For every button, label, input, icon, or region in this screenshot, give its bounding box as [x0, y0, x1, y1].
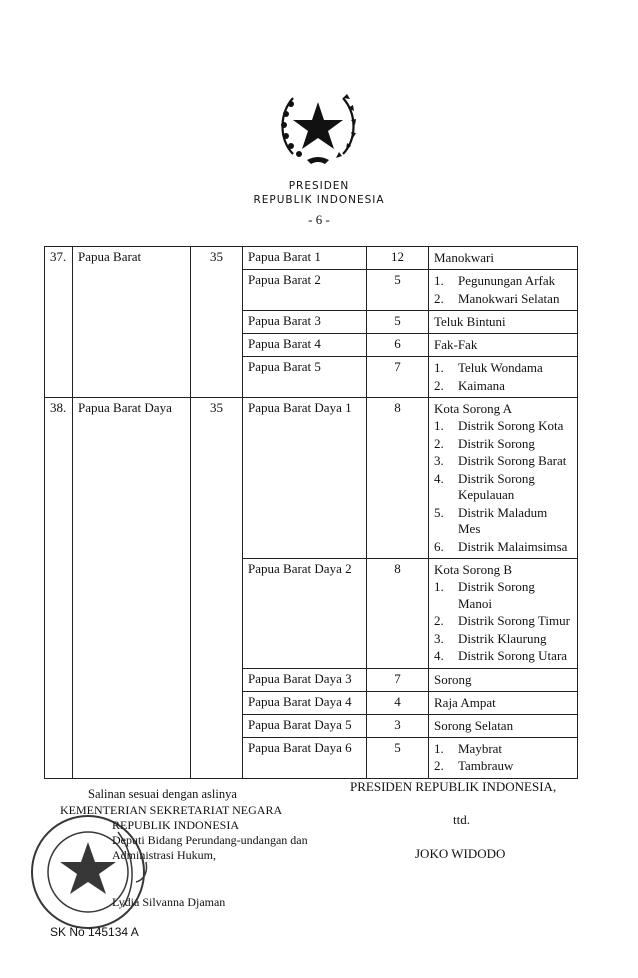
area-cell	[429, 357, 578, 398]
sk-number: SK No 145134 A	[50, 925, 139, 939]
list-item-number: 1.	[434, 273, 444, 288]
area-head: Fak-Fak	[434, 337, 478, 352]
list-item-number: 2.	[434, 290, 444, 306]
area-head: Manokwari	[434, 250, 494, 265]
area-list	[434, 273, 572, 307]
garuda-emblem-icon	[273, 84, 363, 170]
list-item-text: Distrik Sorong Manoi	[458, 579, 535, 611]
district-table	[44, 246, 578, 779]
copy-note: Salinan sesuai dengan aslinya	[88, 787, 237, 801]
president-name: JOKO WIDODO	[415, 846, 506, 861]
list-item-text: Teluk Wondama	[458, 360, 543, 375]
list-item-number: 5.	[434, 504, 444, 520]
list-item	[434, 418, 572, 435]
district-seats-cell: 6	[367, 334, 429, 357]
district-name-cell: Papua Barat Daya 1	[243, 398, 367, 559]
area-cell	[429, 714, 578, 737]
list-item-number: 1.	[434, 579, 444, 594]
area-cell	[429, 270, 578, 311]
province-cell: Papua Barat Daya	[73, 398, 191, 779]
area-list	[434, 741, 572, 775]
list-item-text: Distrik Sorong Utara	[458, 648, 568, 663]
list-item-text: Distrik Sorong Barat	[458, 453, 567, 468]
list-item	[434, 436, 572, 453]
area-head: Sorong	[434, 671, 472, 687]
area-head: Kota Sorong A	[434, 401, 512, 416]
province-cell: Papua Barat	[73, 247, 191, 398]
list-item-text: Tambrauw	[458, 758, 514, 773]
district-name-cell: Papua Barat 1	[243, 247, 367, 270]
list-item	[434, 741, 572, 758]
list-item-number: 2.	[434, 435, 444, 451]
president-title: PRESIDEN REPUBLIK INDONESIA,	[350, 779, 557, 794]
list-item	[434, 291, 572, 308]
list-item-number: 1.	[434, 418, 444, 433]
district-name-cell: Papua Barat Daya 2	[243, 559, 367, 669]
list-item	[434, 453, 572, 470]
area-cell	[429, 334, 578, 357]
area-cell	[429, 668, 578, 691]
area-cell	[429, 559, 578, 669]
deputy-line-1: Deputi Bidang Perundang-undangan dan	[112, 833, 308, 847]
district-seats-cell: 8	[367, 559, 429, 669]
list-item-text: Pegunungan Arfak	[458, 273, 556, 288]
official-stamp-icon	[28, 812, 148, 932]
list-item-number: 1.	[434, 740, 444, 756]
area-head: Sorong Selatan	[434, 717, 514, 733]
list-item-text: Distrik Malaimsimsa	[458, 538, 568, 554]
area-head: Teluk Bintuni	[434, 314, 506, 329]
district-seats-cell: 7	[367, 668, 429, 691]
area-head: Kota Sorong B	[434, 562, 512, 577]
list-item	[434, 613, 572, 630]
district-name-cell: Papua Barat Daya 5	[243, 714, 367, 737]
area-list	[434, 418, 572, 555]
list-item-text: Distrik Sorong	[458, 435, 535, 451]
list-item	[434, 579, 572, 612]
list-item-number: 2.	[434, 758, 444, 773]
list-item	[434, 505, 572, 538]
list-item	[434, 758, 572, 775]
area-cell	[429, 247, 578, 270]
list-item	[434, 273, 572, 290]
district-seats-cell: 4	[367, 691, 429, 714]
header-republik: REPUBLIK INDONESIA	[253, 194, 385, 206]
deputy-line-2: Administrasi Hukum,	[112, 848, 216, 862]
district-name-cell: Papua Barat 4	[243, 334, 367, 357]
ministry-country: REPUBLIK INDONESIA	[112, 818, 239, 832]
list-item	[434, 631, 572, 648]
list-item	[434, 471, 572, 504]
list-item	[434, 378, 572, 395]
list-item-text: Distrik Klaurung	[458, 630, 547, 646]
row-number: 38.	[45, 398, 73, 779]
list-item-number: 6.	[434, 538, 444, 554]
list-item	[434, 539, 572, 556]
list-item-text: Distrik Sorong Kota	[458, 418, 564, 433]
area-head: Raja Ampat	[434, 694, 496, 710]
table-row	[45, 398, 578, 559]
ministry-name: KEMENTERIAN SEKRETARIAT NEGARA	[60, 803, 283, 817]
page-number: - 6 -	[308, 212, 330, 227]
row-number: 37.	[45, 247, 73, 398]
area-cell	[429, 311, 578, 334]
district-seats-cell: 5	[367, 737, 429, 778]
list-item	[434, 360, 572, 377]
district-seats-cell: 5	[367, 311, 429, 334]
district-seats-cell: 5	[367, 270, 429, 311]
list-item	[434, 648, 572, 665]
list-item-number: 3.	[434, 630, 444, 646]
area-cell	[429, 691, 578, 714]
list-item-text: Kaimana	[458, 377, 505, 393]
list-item-text: Distrik Sorong Kepulauan	[458, 470, 535, 502]
province-seats-cell: 35	[191, 247, 243, 398]
list-item-text: Manokwari Selatan	[458, 290, 560, 306]
district-name-cell: Papua Barat Daya 3	[243, 668, 367, 691]
district-name-cell: Papua Barat 3	[243, 311, 367, 334]
area-list	[434, 360, 572, 394]
list-item-text: Distrik Sorong Timur	[458, 613, 570, 628]
district-seats-cell: 3	[367, 714, 429, 737]
list-item-number: 1.	[434, 360, 444, 375]
list-item-number: 3.	[434, 453, 444, 468]
list-item-number: 4.	[434, 470, 444, 486]
district-seats-cell: 8	[367, 398, 429, 559]
district-name-cell: Papua Barat Daya 6	[243, 737, 367, 778]
area-cell	[429, 398, 578, 559]
district-name-cell: Papua Barat 2	[243, 270, 367, 311]
district-name-cell: Papua Barat Daya 4	[243, 691, 367, 714]
list-item-number: 4.	[434, 648, 444, 663]
list-item-text: Distrik Maladum Mes	[458, 504, 548, 536]
area-list	[434, 579, 572, 665]
table-row	[45, 247, 578, 270]
list-item-number: 2.	[434, 613, 444, 628]
header-presiden: PRESIDEN	[288, 180, 350, 192]
ttd-mark: ttd.	[453, 812, 470, 827]
signatory-name: Lydia Silvanna Djaman	[112, 895, 226, 909]
province-seats-cell: 35	[191, 398, 243, 779]
district-name-cell: Papua Barat 5	[243, 357, 367, 398]
list-item-number: 2.	[434, 377, 444, 393]
district-seats-cell: 12	[367, 247, 429, 270]
district-seats-cell: 7	[367, 357, 429, 398]
list-item-text: Maybrat	[458, 740, 503, 756]
area-cell	[429, 737, 578, 778]
